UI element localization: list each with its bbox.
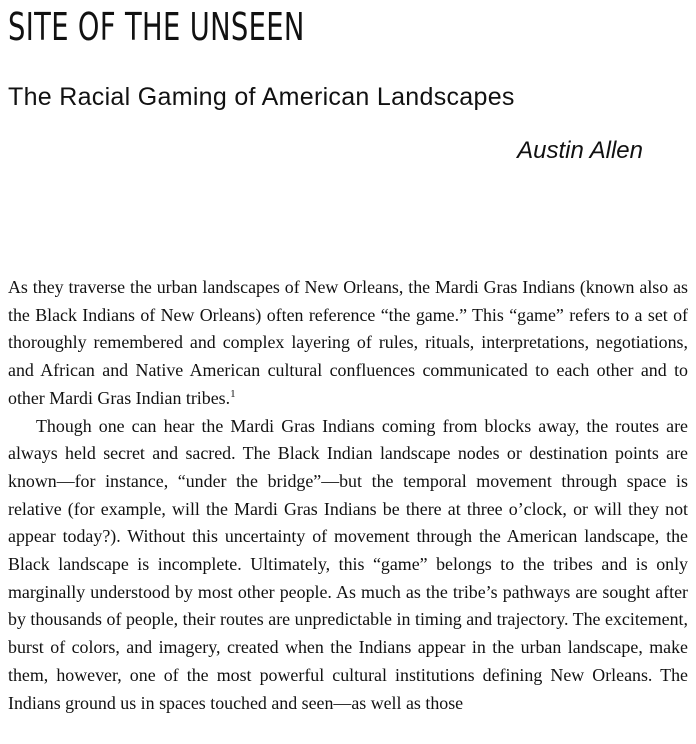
body-text [8, 274, 688, 717]
page [8, 0, 690, 744]
paragraph [8, 274, 688, 413]
paragraph [8, 413, 688, 718]
paragraph-text: As they traverse the urban landscapes of New Orleans, the Mardi Gras Indians (known also as the Black Indians of New Orleans) often reference “the game.” This “game” refers to a set of thoroughly remembered and complex layering of rules, rituals, interpretations, negotiations, and African and Native American cultural confluences communicated to each other and to other Mardi Gras Indian tribes. [8, 277, 688, 408]
chapter-subtitle: The Racial Gaming of American Landscapes [8, 83, 515, 111]
paragraph-text: Though one can hear the Mardi Gras Indians coming from blocks away, the routes are always held secret and sacred. The Black Indian landscape nodes or destination points are known—for instance, “under the bridge”—but the temporal movement through space is relative (for example, will the Mardi Gras Indians be there at three o’clock, or will they not appear today?). Without this uncertainty of movement through the American landscape, the Black landscape is incomplete. Ultimately, this “game” belongs to the tribes and is only marginally understood by most other people. As much as the tribe’s pathways are sought after by thousands of people, their routes are unpredictable in timing and trajectory. The excitement, burst of colors, and imagery, created when the Indians appear in the urban landscape, make them, however, one of the most powerful cultural institutions defining New Orleans. The Indians ground us in spaces touched and seen—as well as those [8, 415, 688, 713]
author-name: Austin Allen [517, 137, 643, 164]
footnote-reference[interactable]: 1 [230, 387, 236, 400]
chapter-title: SITE OF THE UNSEEN [8, 5, 305, 49]
